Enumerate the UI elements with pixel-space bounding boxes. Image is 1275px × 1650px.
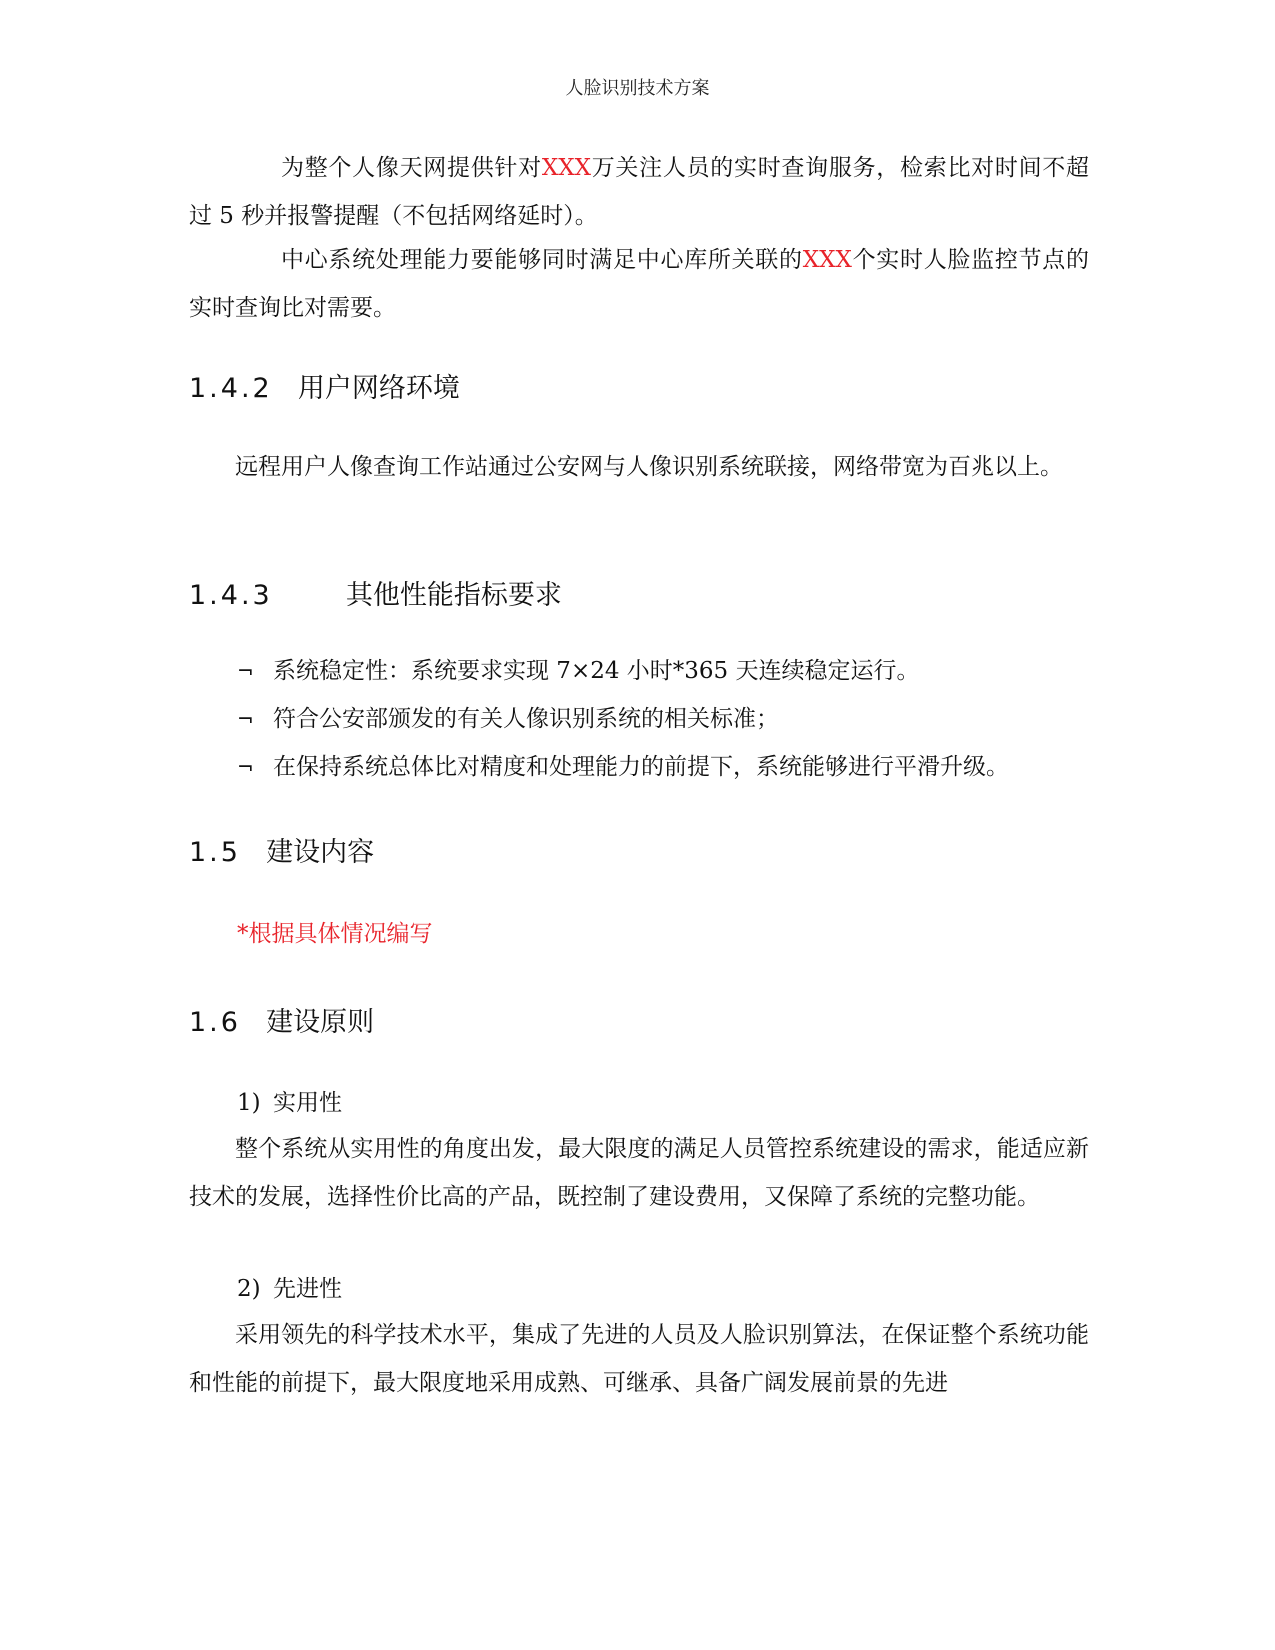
section-title: 建设原则	[266, 1007, 375, 1038]
page-header: 人脸识别技术方案	[565, 78, 710, 99]
section-title: 建设内容	[266, 837, 375, 868]
principle-label-practicality	[237, 1079, 342, 1127]
section-number: 1.6	[189, 1007, 241, 1038]
list-item	[237, 743, 1087, 791]
section-heading-1-5	[189, 830, 374, 869]
section-heading-1-6	[189, 1000, 374, 1039]
bullet-icon: ¬	[237, 755, 254, 779]
bullet-icon: ¬	[237, 707, 254, 731]
intro-p2-highlight: XXX	[802, 247, 852, 273]
list-item-text: 系统稳定性：系统要求实现 7×24 小时*365 天连续稳定运行。	[273, 658, 920, 684]
section-number: 1.4.3	[189, 580, 273, 611]
list-item-text: 符合公安部颁发的有关人像识别系统的相关标准；	[273, 706, 779, 732]
principle-label-advancement	[237, 1265, 342, 1313]
performance-requirements-list	[237, 647, 1087, 791]
intro-p1-highlight: XXX	[541, 155, 591, 181]
intro-paragraph-2	[189, 236, 1089, 332]
section-heading-1-4-2	[189, 366, 460, 405]
section-title: 其他性能指标要求	[345, 580, 562, 611]
section-heading-1-4-3	[189, 573, 562, 612]
intro-paragraph-1	[189, 144, 1089, 240]
intro-p2-text-before: 中心系统处理能力要能够同时满足中心库所关联的	[281, 247, 803, 273]
construction-content-note: *根据具体情况编写	[237, 921, 433, 947]
principle-title: 实用性	[273, 1090, 342, 1116]
list-item-text: 在保持系统总体比对精度和处理能力的前提下，系统能够进行平滑升级。	[273, 754, 1009, 780]
list-item	[237, 647, 1087, 695]
list-item	[237, 695, 1087, 743]
bullet-icon: ¬	[237, 659, 254, 683]
intro-p1-text-after: 万关注人员的实时查询服务，检索比对时间不超过 5 秒并报警提醒（不包括网络延时）。	[189, 155, 1090, 229]
section-number: 1.4.2	[189, 373, 273, 404]
network-environment-paragraph: 远程用户人像查询工作站通过公安网与人像识别系统联接，网络带宽为百兆以上。	[235, 454, 1063, 480]
principle-paragraph-advancement: 采用领先的科学技术水平，集成了先进的人员及人脸识别算法，在保证整个系统功能和性能的前提下，最大限度地采用成熟、可继承、具备广阔发展前景的先进	[189, 1322, 1089, 1396]
section-title: 用户网络环境	[297, 373, 460, 404]
principle-number: 2)	[237, 1276, 261, 1302]
principle-number: 1)	[237, 1090, 261, 1116]
intro-p2-text-after: 个实时人脸监控节点的实时查询比对需要。	[189, 247, 1090, 321]
section-number: 1.5	[189, 837, 241, 868]
principle-paragraph-practicality: 整个系统从实用性的角度出发，最大限度的满足人员管控系统建设的需求，能适应新技术的发展，选择性价比高的产品，既控制了建设费用，又保障了系统的完整功能。	[189, 1136, 1089, 1210]
intro-p1-text-before: 为整个人像天网提供针对	[281, 155, 542, 181]
principle-title: 先进性	[273, 1276, 342, 1302]
